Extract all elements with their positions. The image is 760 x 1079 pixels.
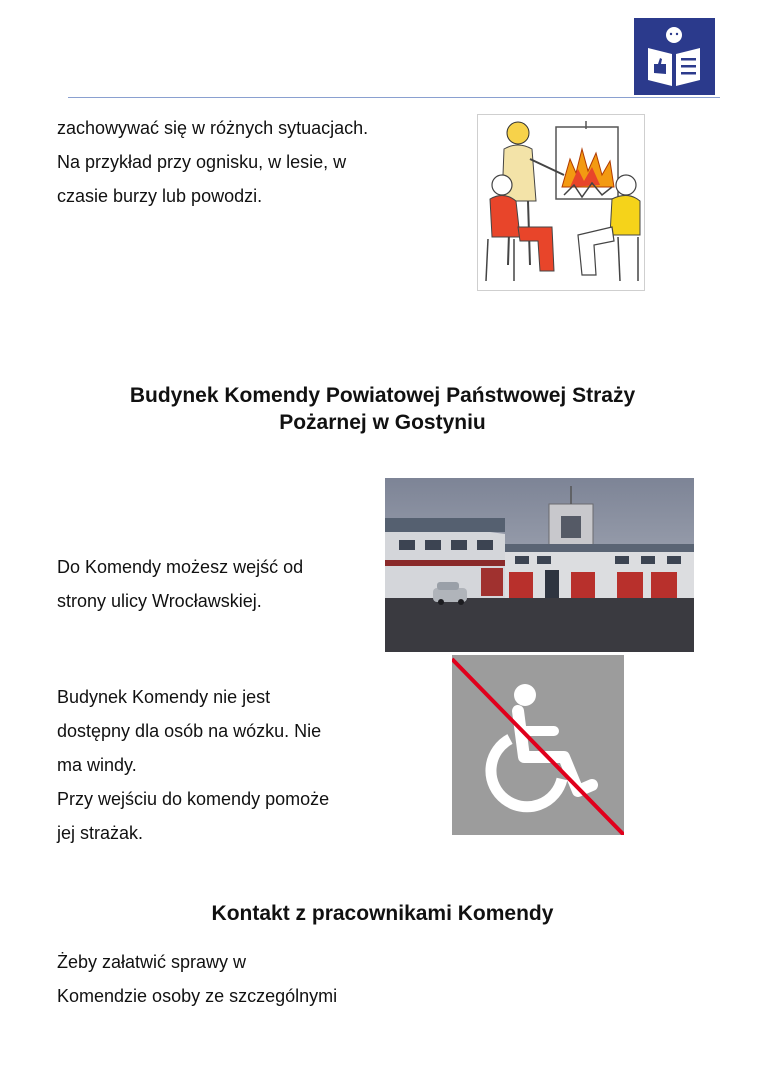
accessibility-line: jej strażak. [57, 823, 144, 843]
contact-heading: Kontakt z pracownikami Komendy [211, 902, 554, 925]
crossed-wheelchair-icon [452, 655, 624, 835]
intro-line: czasie burzy lub powodzi. [57, 186, 263, 206]
campfire-illustration [477, 114, 645, 291]
contact-paragraph [57, 945, 337, 1013]
fire-station-photo [385, 478, 694, 652]
accessibility-paragraph [57, 680, 329, 850]
entrance-line: Do Komendy możesz wejść od [57, 557, 304, 577]
easy-to-read-logo [634, 18, 715, 95]
accessibility-line: dostępny dla osób na wózku. Nie [57, 721, 322, 741]
accessibility-line: Budynek Komendy nie jest [57, 687, 271, 707]
entrance-paragraph [57, 550, 303, 618]
heading-line: Budynek Komendy Powiatowej Państwowej Straży [129, 384, 636, 407]
contact-line: Komendzie osoby ze szczególnymi [57, 986, 338, 1006]
heading-line: Pożarnej w Gostyniu [279, 411, 486, 434]
accessibility-line: ma windy. [57, 755, 137, 775]
building-heading [60, 382, 705, 436]
intro-paragraph [57, 111, 368, 213]
entrance-line: strony ulicy Wrocławskiej. [57, 591, 262, 611]
contact-line: Żeby załatwić sprawy w [57, 952, 247, 972]
accessibility-line: Przy wejściu do komendy pomoże [57, 789, 330, 809]
intro-line: zachowywać się w różnych sytuacjach. [57, 118, 369, 138]
header-divider [68, 97, 720, 98]
intro-line: Na przykład przy ognisku, w lesie, w [57, 152, 347, 172]
